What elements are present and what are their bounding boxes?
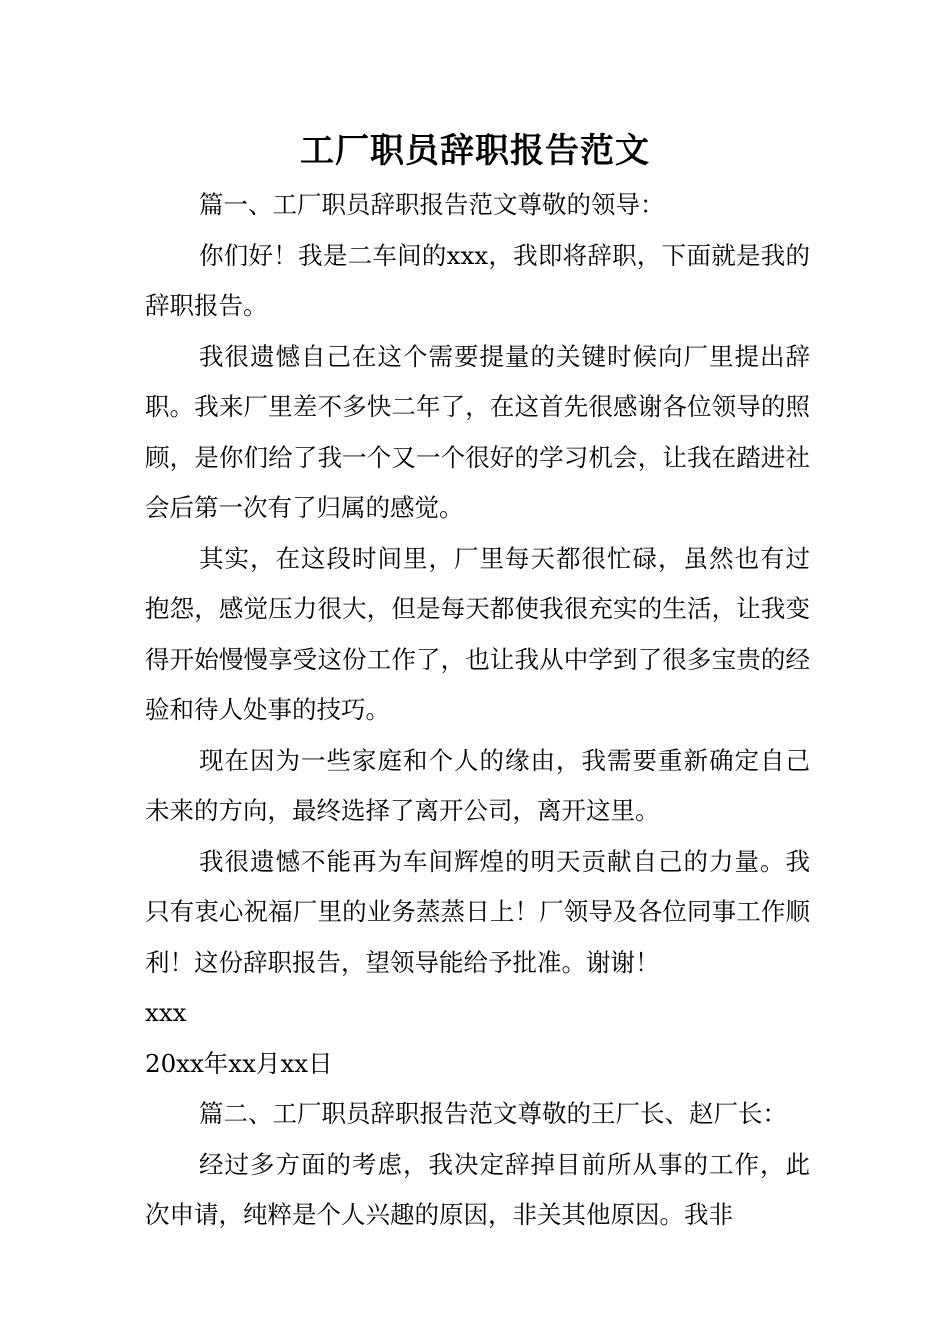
section-heading-2: 篇二、工厂职员辞职报告范文尊敬的王厂长、赵厂长： (199, 1099, 787, 1128)
document-body (145, 180, 810, 1241)
signature-date: 20xx年xx月xx日 (145, 1048, 333, 1078)
paragraph-decision: 经过多方面的考虑，我决定辞掉目前所从事的工作，此次申请，纯粹是个人兴趣的原因，非关其他原因。我非 (145, 1149, 810, 1229)
section-heading-1: 篇一、工厂职员辞职报告范文尊敬的领导： (199, 190, 665, 219)
paragraph-closing: 我很遗憾不能再为车间辉煌的明天贡献自己的力量。我只有衷心祝福厂里的业务蒸蒸日上！厂领导及各位同事工作顺利！这份辞职报告，望领导能给予批准。谢谢！ (145, 846, 810, 977)
paragraph-greeting: 你们好！我是二车间的xxx，我即将辞职，下面就是我的辞职报告。 (145, 240, 810, 320)
paragraph-experience: 其实，在这段时间里，厂里每天都很忙碌，虽然也有过抱怨，感觉压力很大，但是每天都使我很充实的生活，让我变得开始慢慢享受这份工作了，也让我从中学到了很多宝贵的经验和待人处事的技巧。 (145, 543, 810, 724)
paragraph-reason: 现在因为一些家庭和个人的缘由，我需要重新确定自己未来的方向，最终选择了离开公司，离开这里。 (145, 745, 810, 825)
signature-name: xxx (145, 998, 187, 1027)
paragraph-regret: 我很遗憾自己在这个需要提量的关键时候向厂里提出辞职。我来厂里差不多快二年了，在这首先很感谢各位领导的照顾，是你们给了我一个又一个很好的学习机会，让我在踏进社会后第一次有了归属的感觉。 (145, 341, 810, 522)
document-title: 工厂职员辞职报告范文 (300, 131, 650, 171)
